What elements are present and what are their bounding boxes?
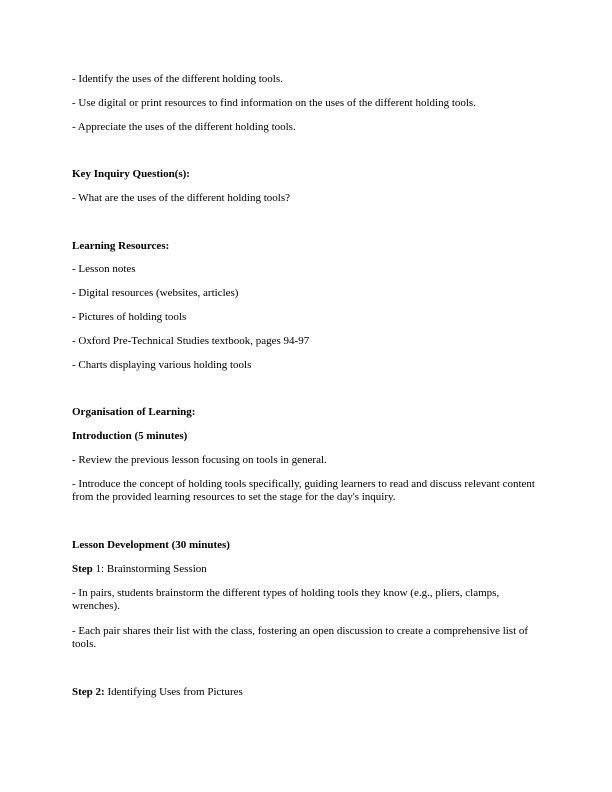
introduction-item: - Review the previous lesson focusing on tools in general. — [72, 454, 327, 466]
introduction-item: - Introduce the concept of holding tools specifically, guiding learners to read and discuss relevant content from the provided learning resources to set the stage for the day's inquiry. — [72, 478, 535, 503]
resource-item: - Pictures of holding tools — [72, 311, 187, 323]
step1-label: Step — [72, 563, 93, 575]
step1-title: 1: Brainstorming Session — [92, 563, 207, 575]
inquiry-item: - What are the uses of the different holding tools? — [72, 192, 291, 204]
resource-item: - Charts displaying various holding tools — [72, 359, 252, 371]
objective-item: - Appreciate the uses of the different holding tools. — [72, 121, 296, 133]
organisation-heading: Organisation of Learning: — [72, 406, 196, 418]
resource-item: - Digital resources (websites, articles) — [72, 287, 239, 299]
step2-label: Step 2: — [72, 686, 105, 698]
development-heading: Lesson Development (30 minutes) — [72, 539, 230, 551]
objective-item: - Use digital or print resources to find information on the uses of the different holding tools. — [72, 97, 476, 109]
step1-item: - Each pair shares their list with the class, fostering an open discussion to create a comprehensive list of tools. — [72, 625, 529, 650]
objective-item: - Identify the uses of the different holding tools. — [72, 73, 283, 85]
introduction-heading: Introduction (5 minutes) — [72, 430, 188, 442]
step2-heading — [72, 686, 542, 699]
resources-heading: Learning Resources: — [72, 240, 170, 252]
step2-title: Identifying Uses from Pictures — [104, 686, 243, 698]
resource-item: - Lesson notes — [72, 263, 136, 275]
inquiry-heading: Key Inquiry Question(s): — [72, 168, 190, 180]
step1-item: - In pairs, students brainstorm the different types of holding tools they know (e.g., pliers, clamps, wrenches). — [72, 587, 500, 612]
step1-heading — [72, 563, 542, 576]
resource-item: - Oxford Pre-Technical Studies textbook, pages 94-97 — [72, 335, 310, 347]
